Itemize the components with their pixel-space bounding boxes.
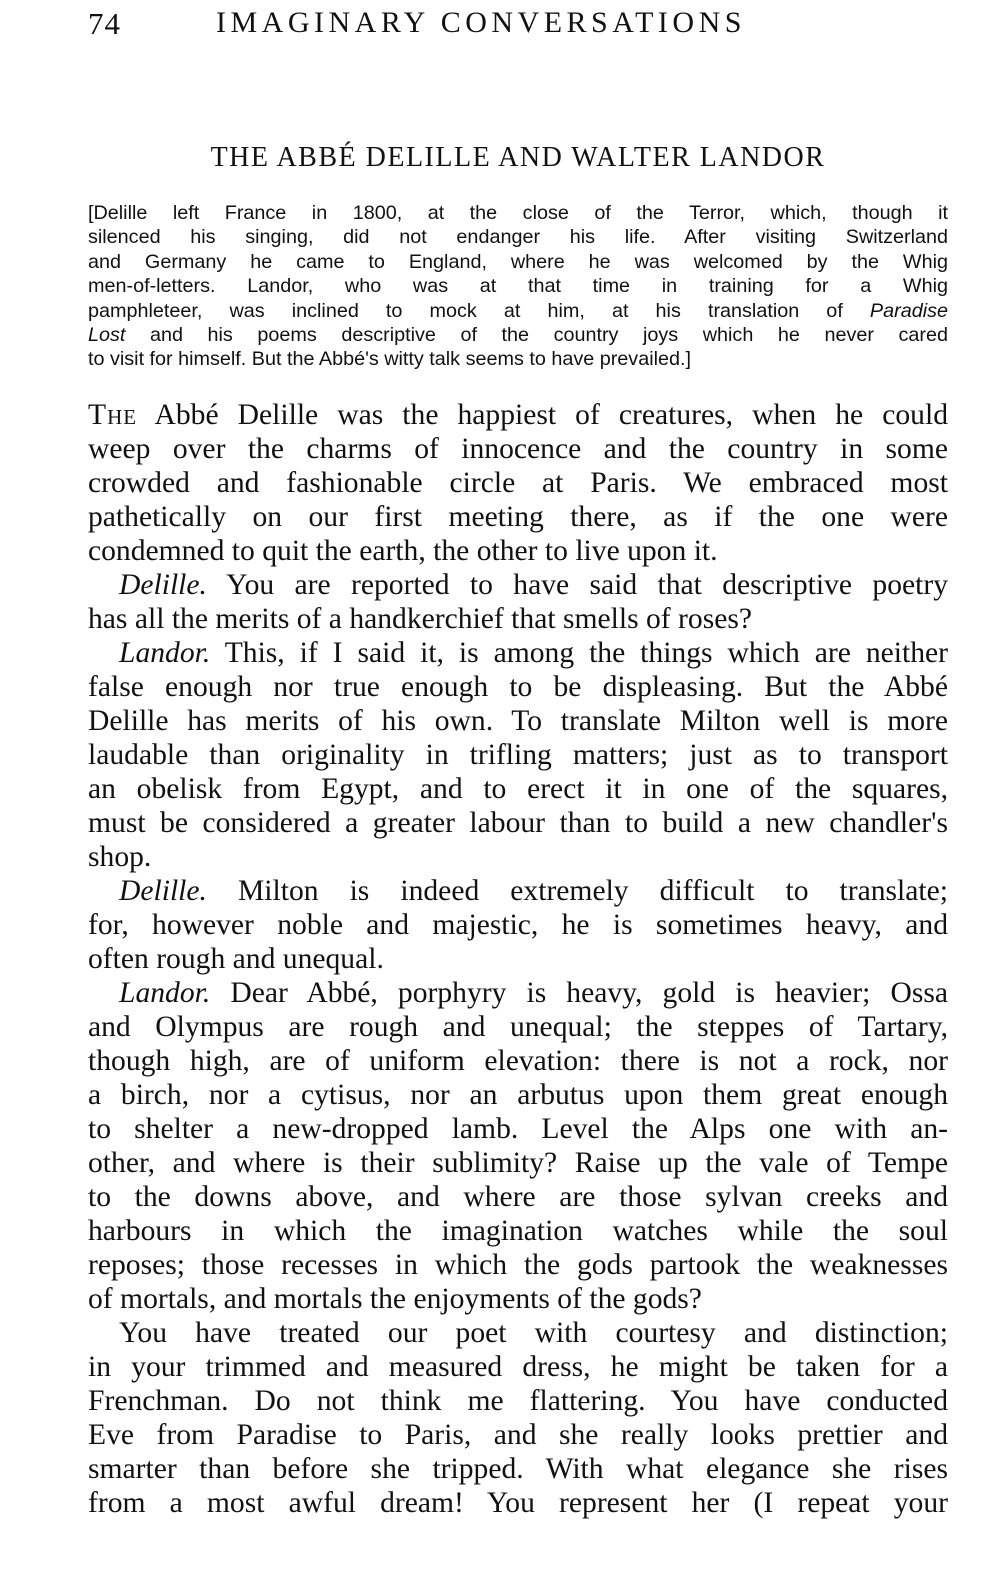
body-line: reposes; those recesses in which the gods partook the weaknesses	[88, 1249, 948, 1281]
body-line: shop.	[88, 841, 152, 873]
body-line: often rough and unequal.	[88, 943, 384, 975]
body-line	[88, 568, 948, 602]
body-line: though high, are of uniform elevation: there is not a rock, nor	[88, 1045, 948, 1077]
headnote-line: silenced his singing, did not endanger his life. After visiting Switzerland	[88, 226, 948, 249]
body-line: an obelisk from Egypt, and to erect it in one of the squares,	[88, 773, 948, 805]
headnote-line: to visit for himself. But the Abbé's witty talk seems to have prevailed.]	[88, 348, 691, 371]
speaker-landor: Landor.	[119, 637, 211, 669]
headnote-line	[88, 299, 948, 323]
speaker-landor: Landor.	[119, 977, 211, 1009]
body-line: from a most awful dream! You represent her (I repeat your	[88, 1487, 948, 1519]
body-text	[88, 398, 948, 1520]
article-title: THE ABBÉ DELILLE AND WALTER LANDOR	[210, 142, 826, 173]
body-line	[88, 874, 948, 908]
body-line: false enough nor true enough to be displeasing. But the Abbé	[88, 671, 948, 703]
headnote-italic-title: Lost	[88, 324, 126, 347]
headnote	[88, 201, 948, 372]
body-line: in your trimmed and measured dress, he might be taken for a	[88, 1351, 948, 1383]
page-number: 74	[88, 6, 121, 41]
body-line: weep over the charms of innocence and the country in some	[88, 433, 948, 465]
body-line: of mortals, and mortals the enjoyments of the gods?	[88, 1283, 702, 1315]
headnote-text: pamphleteer, was inclined to mock at him, at his translation of	[88, 299, 843, 322]
body-line: to shelter a new-dropped lamb. Level the Alps one with an-	[88, 1113, 948, 1145]
body-line: condemned to quit the earth, the other to live upon it.	[88, 535, 718, 567]
body-line: to the downs above, and where are those sylvan creeks and	[88, 1181, 948, 1213]
body-text-segment: This, if I said it, is among the things which are neither	[210, 637, 948, 669]
body-line: must be considered a greater labour than to build a new chandler's	[88, 807, 948, 839]
speaker-delille: Delille.	[119, 569, 207, 601]
headnote-text: and his poems descriptive of the country joys which he never cared	[149, 324, 948, 347]
body-line: for, however noble and majestic, he is sometimes heavy, and	[88, 909, 948, 941]
body-line	[88, 636, 948, 670]
speaker-delille: Delille.	[119, 875, 207, 907]
headnote-line: [Delille left France in 1800, at the close of the Terror, which, though it	[88, 202, 948, 224]
running-title: IMAGINARY CONVERSATIONS	[216, 6, 746, 39]
headnote-line	[88, 323, 948, 347]
opening-small-caps: The	[88, 399, 138, 431]
body-line: laudable than originality in trifling matters; just as to transport	[88, 739, 948, 771]
headnote-italic-title: Paradise	[869, 299, 948, 322]
body-line: harbours in which the imagination watches while the soul	[88, 1215, 948, 1247]
headnote-line: and Germany he came to England, where he was welcomed by the Whig	[88, 250, 948, 273]
body-line: a birch, nor a cytisus, nor an arbutus upon them great enough	[88, 1079, 948, 1111]
headnote-line: men-of-letters. Landor, who was at that time in training for a Whig	[88, 275, 948, 298]
body-line: crowded and fashionable circle at Paris. We embraced most	[88, 467, 948, 499]
body-line: Eve from Paradise to Paris, and she really looks prettier and	[88, 1419, 948, 1451]
body-line: pathetically on our first meeting there, as if the one were	[88, 501, 948, 533]
body-text-segment: Dear Abbé, porphyry is heavy, gold is heavier; Ossa	[210, 977, 948, 1009]
body-line	[88, 398, 948, 432]
body-line	[88, 976, 948, 1010]
body-line: Delille has merits of his own. To translate Milton well is more	[88, 705, 948, 737]
body-text-segment: You are reported to have said that descriptive poetry	[206, 569, 948, 601]
running-head	[88, 6, 948, 50]
body-text-segment: Abbé Delille was the happiest of creatures, when he could	[137, 399, 948, 431]
body-line: You have treated our poet with courtesy and distinction;	[119, 1317, 948, 1349]
body-line: Frenchman. Do not think me flattering. You have conducted	[88, 1385, 948, 1417]
body-line: has all the merits of a handkerchief that smells of roses?	[88, 603, 752, 635]
body-line: other, and where is their sublimity? Raise up the vale of Tempe	[88, 1147, 948, 1179]
body-line: smarter than before she tripped. With what elegance she rises	[88, 1453, 948, 1485]
body-text-segment: Milton is indeed extremely difficult to translate;	[206, 875, 948, 907]
body-line: and Olympus are rough and unequal; the steppes of Tartary,	[88, 1011, 948, 1043]
